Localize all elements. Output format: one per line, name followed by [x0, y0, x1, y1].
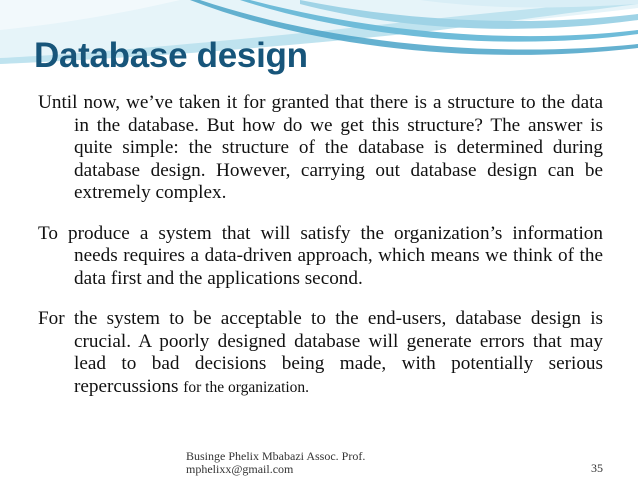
paragraph-3 — [38, 308, 603, 399]
footer-author: Businge Phelix Mbabazi Assoc. Prof. — [186, 449, 366, 463]
footer-email: mphelixx@gmail.com — [186, 462, 294, 476]
slide-title: Database design — [34, 36, 308, 75]
paragraph-2-text: To produce a system that will satisfy the organization’s information needs requires a data-driven approach, which means we think of the data first and the applications second. — [38, 222, 603, 289]
paragraph-1 — [38, 92, 603, 205]
paragraph-2 — [38, 223, 603, 291]
paragraph-1-text: Until now, we’ve taken it for granted that there is a structure to the data in the database. But how do we get this structure? The answer is quite simple: the structure of the database is determined during database design. However, carrying out database design can be extremely complex. — [38, 92, 603, 203]
slide-body — [38, 92, 603, 417]
page-number: 35 — [591, 461, 603, 475]
paragraph-3-tail: for the organization. — [183, 378, 310, 396]
paragraph-3-text: For the system to be acceptable to the end-users, database design is crucial. A poorly designed database will generate errors that may lead to bad decisions being made, with potentially serious repercussions — [38, 308, 603, 397]
